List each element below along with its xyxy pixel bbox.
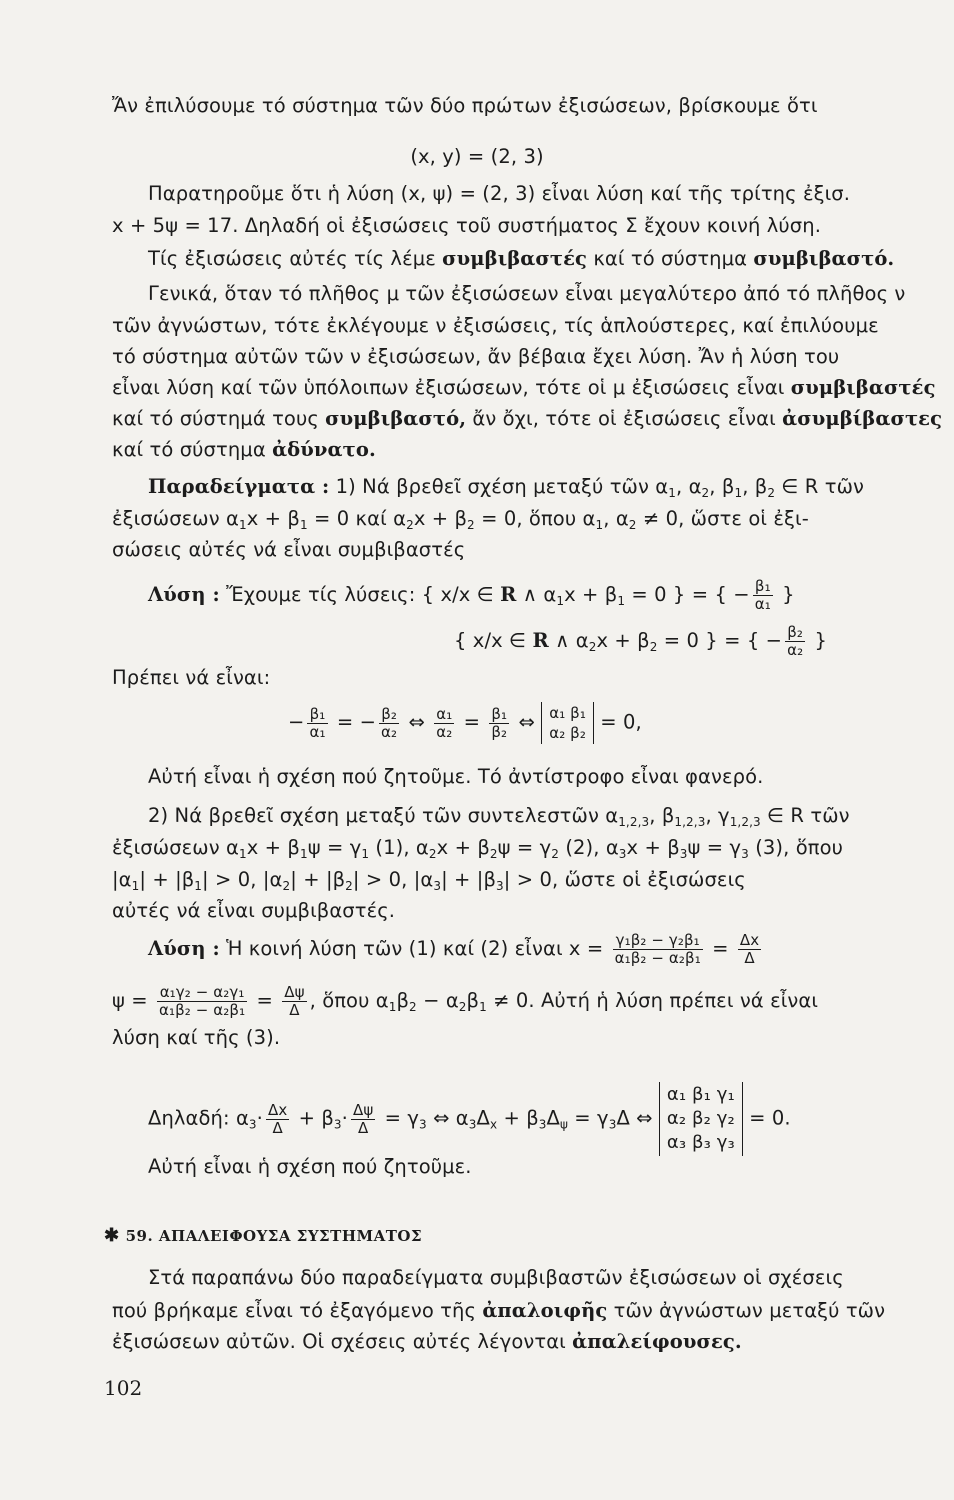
- text: ψ = γ: [497, 836, 552, 859]
- text-line: [112, 1328, 947, 1356]
- text: ·: [256, 1106, 263, 1130]
- text: (1), α: [369, 836, 429, 859]
- text: , α: [603, 507, 629, 530]
- sub: 3: [419, 1117, 427, 1132]
- text: Δ: [546, 1106, 560, 1130]
- text: = 0 } = { −: [625, 583, 750, 606]
- text: ψ = γ: [687, 836, 742, 859]
- text: − α: [416, 989, 459, 1012]
- sub: 3: [618, 847, 627, 861]
- set-symbol: R: [532, 629, 549, 652]
- bold-term: ἀσυμβίβαστες: [782, 407, 943, 430]
- text: , α: [675, 475, 702, 498]
- denominator: Δ: [272, 1118, 283, 1137]
- sub: 1: [556, 594, 565, 608]
- text: ·: [341, 1106, 348, 1130]
- text-line: σώσεις αὐτές νά εἶναι συμβιβαστές: [112, 538, 466, 561]
- sub: 1: [668, 486, 676, 500]
- sub: 3: [608, 1117, 617, 1132]
- sub: 3: [496, 879, 504, 893]
- sub: x: [489, 1117, 498, 1132]
- det-row: α₃ β₃ γ₃: [666, 1132, 735, 1153]
- sub: 1: [299, 847, 308, 861]
- text: Δ ⇔: [616, 1106, 659, 1130]
- fraction: [489, 706, 509, 741]
- sub: 1: [595, 518, 604, 532]
- sub: 1: [734, 486, 743, 500]
- text: ἐξισώσεων αὐτῶν. Οἱ σχέσεις αὐτές λέγονται: [112, 1330, 573, 1353]
- equation-line: [288, 702, 848, 744]
- text-line: λύση καί τῆς (3).: [112, 1026, 281, 1049]
- denominator: α₂: [787, 641, 804, 659]
- text: | > 0, ὥστε οἱ ἐξισώσεις: [503, 868, 746, 891]
- sub: 2: [701, 486, 710, 500]
- sub: 1,2,3: [674, 815, 706, 829]
- text: =: [250, 989, 280, 1012]
- set-symbol: R: [500, 583, 517, 606]
- sub: 1: [238, 847, 247, 861]
- text: ἐξισώσεων α: [112, 507, 239, 530]
- text: x + β: [413, 507, 468, 530]
- sub: 2: [458, 1000, 467, 1014]
- text: + β: [292, 1106, 334, 1130]
- denominator: α₁: [754, 595, 771, 613]
- sub: 2: [767, 486, 776, 500]
- sub: 3: [333, 1117, 342, 1132]
- text: x + β: [596, 629, 650, 652]
- section-heading: [104, 1225, 422, 1246]
- sub: 2: [345, 879, 353, 893]
- text: −: [288, 710, 305, 734]
- text: | + |β: [441, 868, 497, 891]
- solution-label: Λύση :: [148, 583, 220, 606]
- text-line: [112, 405, 947, 433]
- text: β: [396, 989, 410, 1012]
- fraction: [307, 706, 327, 741]
- text: ἄν ὄχι, τότε οἱ ἐξισώσεις εἶναι: [466, 407, 783, 430]
- numerator: Δψ: [352, 1100, 374, 1119]
- sub: ψ: [559, 1117, 568, 1132]
- equation-line: [148, 932, 954, 967]
- fraction: [157, 984, 247, 1019]
- text: εἶναι λύση καί τῶν ὑπόλοιπων ἐξισώσεων, τότε οἱ μ ἐξισώσεις εἶναι: [112, 376, 791, 399]
- text-line: [112, 505, 947, 533]
- text: , ὅπου α: [309, 989, 389, 1012]
- sub: 1: [131, 879, 140, 893]
- denominator: α₁β₂ − α₂β₁: [159, 1001, 246, 1019]
- star-icon: ✱: [104, 1225, 120, 1246]
- sub: 2: [649, 640, 658, 654]
- text-line: Αὐτή εἶναι ἡ σχέση πού ζητοῦμε.: [148, 1155, 472, 1178]
- sub: 1: [299, 518, 308, 532]
- bold-term: συμβιβαστές: [442, 247, 588, 270]
- text: ∈ R τῶν: [775, 475, 865, 498]
- sub: 1: [361, 847, 370, 861]
- sub: 2: [489, 847, 498, 861]
- text-line: [112, 374, 947, 402]
- sub: 2: [551, 847, 560, 861]
- sub: 1: [238, 518, 247, 532]
- equation-line: [148, 1082, 953, 1156]
- determinant: [659, 1082, 743, 1156]
- equation-line: [148, 578, 954, 613]
- sub: 2: [409, 1000, 417, 1014]
- fraction: [738, 932, 761, 967]
- fraction: [785, 624, 805, 659]
- text: }: [808, 629, 827, 652]
- bold-term: συμβιβαστό,: [325, 407, 467, 430]
- sub: 2: [406, 518, 414, 532]
- text: (3), ὅπου: [748, 836, 844, 859]
- sub: 1: [617, 594, 626, 608]
- text: x + β: [564, 583, 618, 606]
- text: , β: [742, 475, 768, 498]
- text: Ἡ κοινή λύση τῶν (1) καί (2) εἶναι x =: [219, 937, 610, 960]
- text-line: [148, 802, 954, 830]
- fraction: [351, 1102, 375, 1137]
- text-line: Στά παραπάνω δύο παραδείγματα συμβιβαστῶν ἐξισώσεων οἱ σχέσεις: [148, 1266, 844, 1289]
- examples-label: Παραδείγματα :: [148, 475, 330, 498]
- text: ≠ 0. Αὐτή ἡ λύση πρέπει νά εἶναι: [486, 989, 819, 1012]
- text: καί τό σύστημα: [112, 438, 273, 461]
- denominator: Δ: [744, 949, 755, 967]
- bold-term: ἀπαλοιφῆς: [482, 1299, 608, 1322]
- text: = 0,: [593, 710, 642, 734]
- denominator: Δ: [289, 1001, 300, 1019]
- text: Δ: [476, 1106, 490, 1130]
- text: | > 0, |α: [352, 868, 434, 891]
- det-row: α₂ β₂ γ₂: [666, 1108, 735, 1129]
- solution-label: Λύση :: [148, 937, 220, 960]
- text: |α: [112, 868, 132, 891]
- text: , β: [709, 475, 735, 498]
- text: , β: [649, 804, 675, 827]
- text: { x/x ∈: [454, 629, 533, 652]
- fraction: [753, 578, 773, 613]
- text-line: [112, 436, 947, 464]
- text-line: [112, 866, 947, 894]
- denominator: α₂: [381, 722, 398, 741]
- sub: 2: [467, 518, 475, 532]
- text-line: Παρατηροῦμε ὅτι ἡ λύση (x, ψ) = (2, 3) εἶναι λύση καί τῆς τρίτης ἐξισ.: [148, 182, 851, 205]
- text: ἐξισώσεων α: [112, 836, 239, 859]
- text-line: τό σύστημα αὐτῶν τῶν ν ἐξισώσεων, ἄν βέβαια ἔχει λύση. Ἄν ἡ λύση του: [112, 345, 840, 368]
- denominator: α₁β₂ − α₂β₁: [614, 949, 701, 967]
- sub: 3: [248, 1117, 257, 1132]
- numerator: β₂: [785, 624, 805, 642]
- text: , γ: [705, 804, 730, 827]
- text: (2), α: [559, 836, 619, 859]
- bold-term: συμβιβαστό.: [753, 247, 895, 270]
- bold-term: ἀπαλείφουσες.: [572, 1330, 742, 1353]
- text: καί τό σύστημα: [587, 247, 754, 270]
- sub: 2: [588, 640, 597, 654]
- det-row: α₂ β₂: [549, 724, 586, 742]
- numerator: Δx: [739, 931, 760, 949]
- determinant: [541, 702, 594, 744]
- text-line: Αὐτή εἶναι ἡ σχέση πού ζητοῦμε. Τό ἀντίστροφο εἶναι φανερό.: [148, 765, 764, 788]
- numerator: β₁: [753, 578, 773, 596]
- denominator: α₁: [309, 722, 326, 741]
- sub: 2: [428, 847, 437, 861]
- text: καί τό σύστημά τους: [112, 407, 326, 430]
- sub: 1: [388, 1000, 397, 1014]
- equation-line: [112, 984, 947, 1019]
- text: τῶν ἀγνώστων μεταξύ τῶν: [607, 1299, 886, 1322]
- sub: 1: [479, 1000, 487, 1014]
- text: = 0 } = { −: [657, 629, 783, 652]
- text: =: [457, 710, 487, 734]
- text-line: αὐτές νά εἶναι συμβιβαστές.: [112, 899, 396, 922]
- text: 1) Νά βρεθεῖ σχέση μεταξύ τῶν α: [329, 475, 669, 498]
- text: | + |β: [139, 868, 195, 891]
- sub: 1: [194, 879, 203, 893]
- sub: 3: [679, 847, 688, 861]
- det-row: α₁ β₁: [549, 704, 586, 722]
- page-number: 102: [104, 1376, 143, 1400]
- text: ⇔: [512, 710, 542, 734]
- sub: 3: [538, 1117, 547, 1132]
- text: β: [466, 989, 480, 1012]
- denominator: α₂: [436, 722, 453, 741]
- det-row: α₁ β₁ γ₁: [666, 1084, 735, 1105]
- text: x + β: [246, 507, 300, 530]
- text: 2) Νά βρεθεῖ σχέση μεταξύ τῶν συντελεστῶν α: [148, 804, 619, 827]
- numerator: β₁: [491, 704, 508, 723]
- text: Τίς ἐξισώσεις αὐτές τίς λέμε: [148, 247, 443, 270]
- text: }: [775, 583, 795, 606]
- text-line: Ἄν ἐπιλύσουμε τό σύστημα τῶν δύο πρώτων ἐξισώσεων, βρίσκουμε ὅτι: [112, 94, 818, 117]
- equation-line: (x, y) = (2, 3): [410, 145, 544, 168]
- numerator: α₁γ₂ − α₂γ₁: [157, 984, 247, 1002]
- text: = γ: [568, 1106, 609, 1130]
- numerator: α₁: [436, 704, 453, 723]
- text-line: Γενικά, ὅταν τό πλῆθος μ τῶν ἐξισώσεων εἶναι μεγαλύτερο ἀπό τό πλῆθος ν: [148, 282, 906, 305]
- text-line: τῶν ἀγνώστων, τότε ἐκλέγουμε ν ἐξισώσεις, τίς ἁπλούστερες, καί ἐπιλύουμε: [112, 314, 879, 337]
- text: | + |β: [290, 868, 346, 891]
- text: πού βρήκαμε εἶναι τό ἐξαγόμενο τῆς: [112, 1299, 483, 1322]
- text: ⇔ α: [426, 1106, 469, 1130]
- text: + β: [497, 1106, 539, 1130]
- heading-text: 59. ΑΠΑΛΕΙΦΟΥΣΑ ΣΥΣΤΗΜΑΤΟΣ: [125, 1227, 423, 1245]
- text: =: [705, 937, 735, 960]
- fraction: [379, 706, 399, 741]
- fraction: [266, 1102, 289, 1137]
- fraction: [613, 932, 703, 967]
- bold-term: ἀδύνατο.: [272, 438, 376, 461]
- sub: 2: [282, 879, 291, 893]
- text-line: [112, 1297, 947, 1325]
- text: ψ = γ: [307, 836, 362, 859]
- text: = γ: [378, 1106, 420, 1130]
- numerator: β₁: [307, 706, 327, 724]
- text-line: Πρέπει νά εἶναι:: [112, 666, 271, 689]
- text-line: [148, 245, 954, 273]
- text: ∧ α: [516, 583, 557, 606]
- sub: 1,2,3: [618, 815, 650, 829]
- text: = 0, ὅπου α: [474, 507, 596, 530]
- text: x + β: [436, 836, 490, 859]
- text: Δηλαδή: α: [148, 1106, 249, 1130]
- text-line: [148, 473, 954, 501]
- text: x + β: [246, 836, 300, 859]
- numerator: Δx: [267, 1100, 288, 1119]
- text: = 0.: [742, 1106, 791, 1130]
- numerator: γ₁β₂ − γ₂β₁: [613, 932, 703, 950]
- text: ⇔: [402, 710, 432, 734]
- text-line: [112, 834, 947, 862]
- sub: 1,2,3: [729, 815, 761, 829]
- text: x + β: [626, 836, 680, 859]
- sub: 2: [628, 518, 637, 532]
- denominator: β₂: [491, 722, 508, 741]
- text: Ἔχουμε τίς λύσεις: { x/x ∈: [219, 583, 501, 606]
- equation-line: [454, 624, 934, 659]
- bold-term: συμβιβαστές: [790, 376, 936, 399]
- fraction: [282, 984, 306, 1019]
- sub: 3: [468, 1117, 477, 1132]
- numerator: Δψ: [284, 983, 305, 1001]
- fraction: [434, 706, 454, 741]
- text: = −: [330, 710, 377, 734]
- sub: 3: [433, 879, 442, 893]
- text: ψ =: [112, 989, 154, 1012]
- numerator: β₂: [379, 706, 399, 724]
- text: ≠ 0, ὥστε οἱ ἐξι-: [636, 507, 809, 530]
- text: ∈ R τῶν: [760, 804, 850, 827]
- text: = 0 καί α: [307, 507, 407, 530]
- sub: 3: [741, 847, 749, 861]
- text-line: x + 5ψ = 17. Δηλαδή οἱ ἐξισώσεις τοῦ συστήματος Σ ἔχουν κοινή λύση.: [112, 214, 822, 237]
- denominator: Δ: [357, 1118, 369, 1137]
- text: | > 0, |α: [202, 868, 283, 891]
- text: ∧ α: [548, 629, 589, 652]
